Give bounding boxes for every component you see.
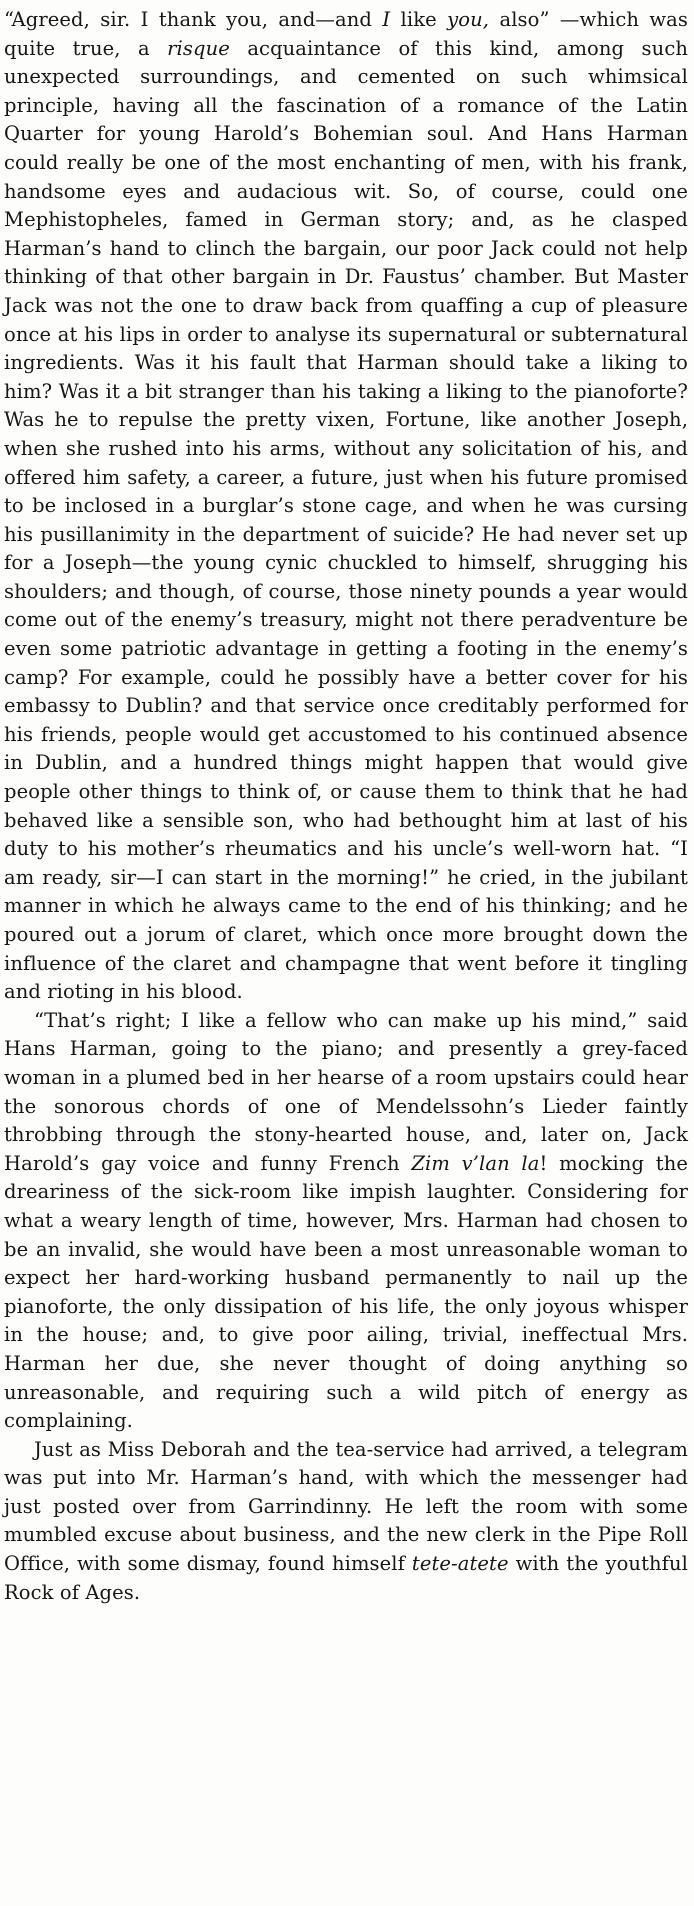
italic-text-segment: you,	[447, 8, 490, 31]
text-segment: “Agreed, sir. I thank you, and—and	[4, 8, 383, 31]
italic-text-segment: Zim v’lan la	[411, 1151, 540, 1175]
italic-text-segment: tete-atete	[411, 1552, 509, 1576]
text-segment: with the youthful Rock of Ages.	[4, 1552, 688, 1604]
text-segment: ! mocking the dreariness of the sick-room like impish laughter. Considering for what a weary length of time, however, Mrs. Harman had chosen to be an invalid, she would have been a most unreasonable woman to expect her hard-working husband permanently to nail up the pianoforte, the only dissipation of his life, the only joyous whisper in the house; and, to give poor ailing, trivial, ineffectual Mrs. Harman her due, she never thought of doing anything so unreasonable, and requiring such a wild pitch of energy as complaining.	[4, 1151, 688, 1433]
paragraph-thats-right	[4, 1007, 688, 1436]
italic-text-segment: I	[382, 8, 391, 31]
text-segment: acquaintance of this kind, among such unexpected surroundings, and cemented on such whimsical principle, having all the fascination of a romance of the Latin Quarter for young Harold’s Bohemian soul. And Hans Harman could really be one of the most enchanting of men, with his frank, handsome eyes and audacious wit. So, of course, could one Mephistopheles, famed in German story; and, as he clasped Harman’s hand to clinch the bargain, our poor Jack could not help thinking of that other bargain in Dr. Faustus’ chamber. But Master Jack was not the one to draw back from quaffing a cup of pleasure once at his lips in order to analyse its supernatural or subternatural ingredients. Was it his fault that Harman should take a liking to him? Was it a bit stranger than his taking a liking to the pianoforte? Was he to repulse the pretty vixen, Fortune, like another Joseph, when she rushed into his arms, without any solicitation of his, and offered him safety, a career, a future, just when his future promised to be inclosed in a burglar’s stone cage, and when he was cursing his pusillanimity in the department of suicide? He had never set up for a Joseph—the young cynic chuckled to himself, shrugging his shoulders; and though, of course, those ninety pounds a year would come out of the enemy’s treasury, might not there peradventure be even some patriotic advantage in getting a footing in the enemy’s camp? For example, could he possibly have a better cover for his embassy to Dublin? and that service once creditably performed for his friends, people would get accustomed to his continued absence in Dublin, and a hundred things might happen that would give people other things to think of, or cause them to think that he had behaved like a sensible son, who had bethought him at last of his duty to his mother’s rheumatics and his uncle’s well-worn hat. “I am ready, sir—I can start in the morning!” he cried, in the jubilant manner in which he always came to the end of his thinking; and he poured out a jorum of claret, which once more brought down the influence of the claret and champagne that went before it tingling and rioting in his blood.	[4, 36, 688, 1004]
text-segment: “That’s right; I like a fellow who can make up his mind,” said Hans Harman, going to the piano; and presently a grey-faced woman in a plumed bed in her hearse of a room upstairs could hear the sonorous chords of one of Mendelssohn’s Lieder faintly throbbing through the stony-hearted house, and, later on, Jack Harold’s gay voice and funny French	[4, 1008, 688, 1175]
italic-text-segment: risque	[167, 36, 230, 60]
paragraph-agreed	[4, 6, 688, 1007]
text-segment: also” —which was quite true, a	[4, 8, 689, 60]
paragraph-telegram	[4, 1436, 688, 1608]
text-segment: Just as Miss Deborah and the tea-service had arrived, a telegram was put into Mr. Harman’s hand, with which the messenger had just posted over from Garrindinny. He left the room with some mumbled excuse about business, and the new clerk in the Pipe Roll Office, with some dismay, found himself	[4, 1437, 688, 1576]
text-segment: like	[390, 8, 448, 31]
article-body	[4, 6, 688, 1607]
